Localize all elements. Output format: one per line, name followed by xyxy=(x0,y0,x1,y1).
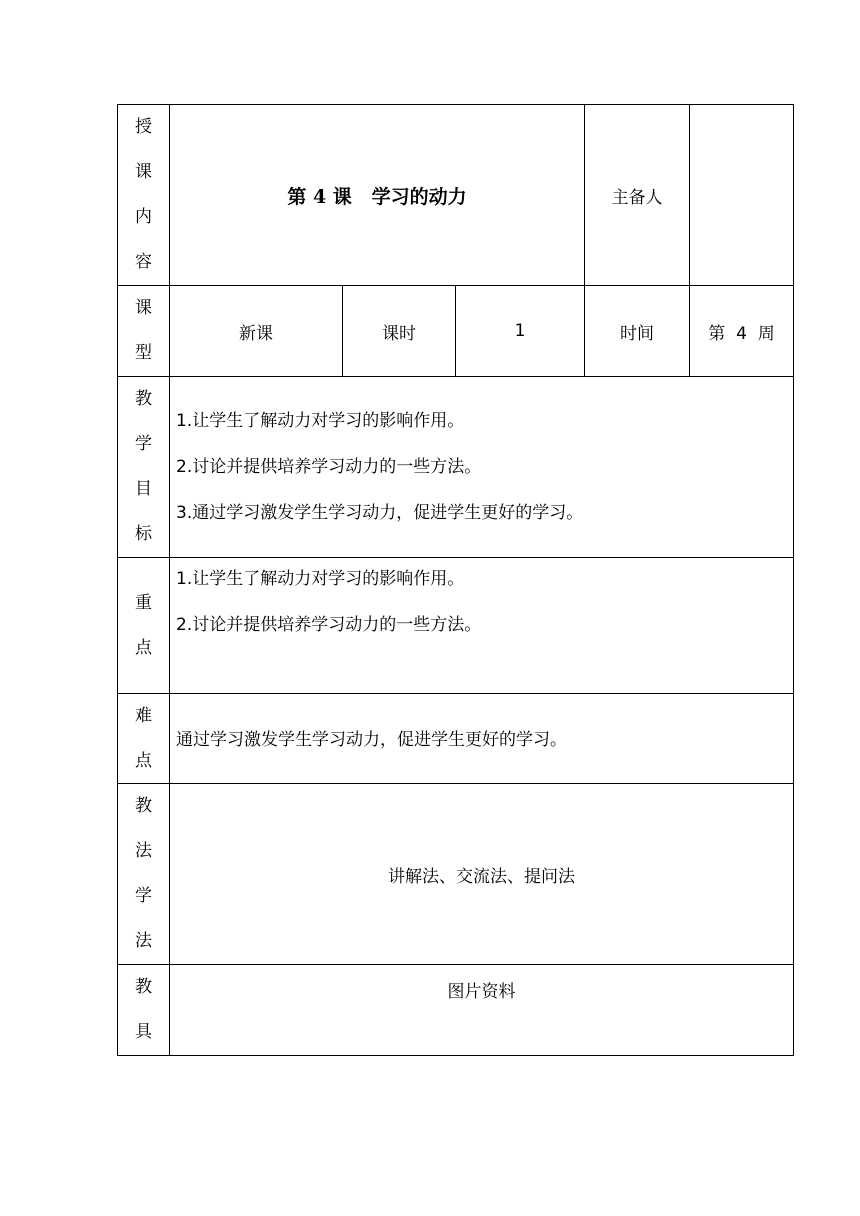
row-label-difficulties xyxy=(118,694,169,783)
objective-item: 3.通过学习激发学生学习动力，促进学生更好的学习。 xyxy=(176,503,584,523)
label-char: 点 xyxy=(135,750,152,771)
row-label-tools xyxy=(118,965,169,1055)
label-char: 教 xyxy=(135,977,152,997)
preparer-label: 主备人 xyxy=(611,187,663,208)
row-label-objectives xyxy=(118,377,169,557)
label-char: 容 xyxy=(135,252,152,272)
label-char: 标 xyxy=(135,524,152,544)
label-char: 课 xyxy=(135,298,152,318)
key-point-item: 1.让学生了解动力对学习的影响作用。 xyxy=(176,569,465,589)
key-points-list xyxy=(176,556,786,648)
lesson-type-value: 新课 xyxy=(239,323,273,344)
label-char: 难 xyxy=(135,705,152,726)
objectives-list xyxy=(176,398,786,536)
row-label-lesson-content xyxy=(118,105,169,285)
hours-value: 1 xyxy=(514,321,526,341)
tools-text: 图片资料 xyxy=(447,981,516,1002)
label-char: 目 xyxy=(135,479,152,499)
label-char: 型 xyxy=(135,343,152,363)
preparer-value xyxy=(690,105,793,285)
label-char: 具 xyxy=(135,1022,152,1042)
difficulties-text-block xyxy=(176,717,786,763)
label-char: 点 xyxy=(135,637,152,658)
objective-item: 1.让学生了解动力对学习的影响作用。 xyxy=(176,411,465,431)
time-value: 第 4 周 xyxy=(708,323,775,344)
row-label-key-points xyxy=(118,558,169,693)
label-char: 法 xyxy=(135,931,152,951)
methods-text: 讲解法、交流法、提问法 xyxy=(388,866,575,887)
time-label: 时间 xyxy=(620,323,654,344)
lesson-title: 第 4 课 学习的动力 xyxy=(287,185,467,208)
key-point-item: 2.讨论并提供培养学习动力的一些方法。 xyxy=(176,615,482,635)
label-char: 教 xyxy=(135,796,152,816)
row-label-lesson-type xyxy=(118,286,169,376)
hours-label: 课时 xyxy=(382,323,416,344)
label-char: 法 xyxy=(135,841,152,861)
label-char: 教 xyxy=(135,389,152,409)
difficulties-text: 通过学习激发学生学习动力，促进学生更好的学习。 xyxy=(176,730,567,750)
label-char: 学 xyxy=(135,434,152,454)
label-char: 内 xyxy=(135,207,152,227)
objective-item: 2.讨论并提供培养学习动力的一些方法。 xyxy=(176,457,482,477)
label-char: 学 xyxy=(135,886,152,906)
label-char: 授 xyxy=(135,117,152,137)
label-char: 课 xyxy=(135,162,152,182)
row-label-methods xyxy=(118,784,169,964)
label-char: 重 xyxy=(135,592,152,613)
